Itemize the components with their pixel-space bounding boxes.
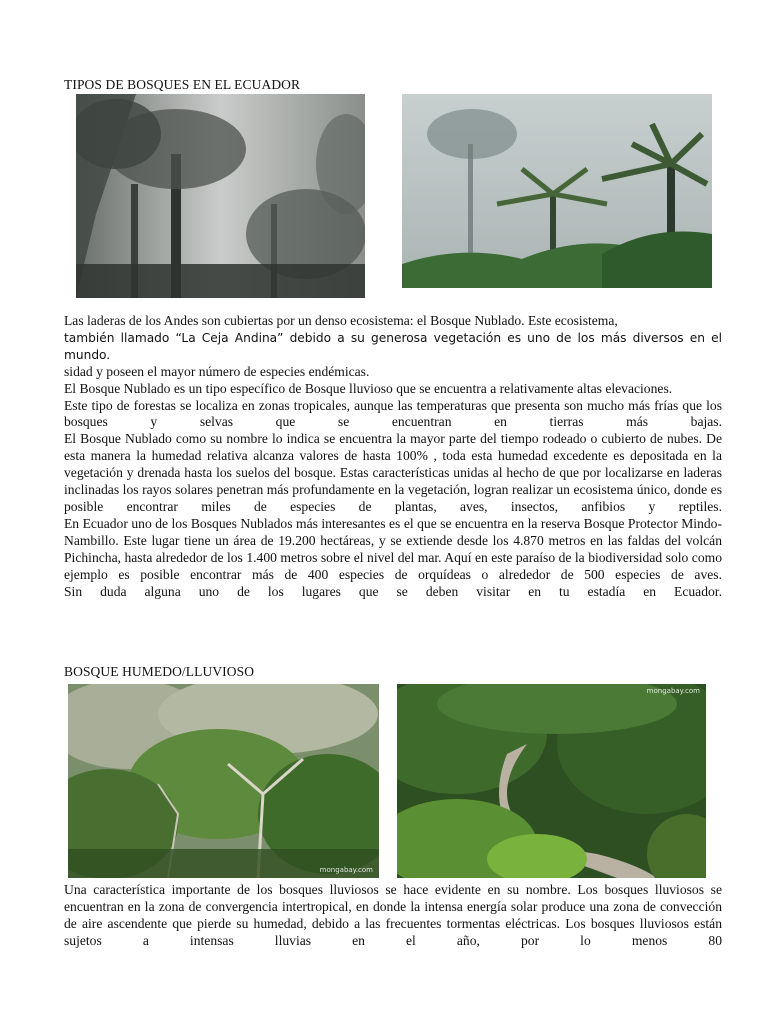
rainforest-text: [64, 882, 722, 950]
paragraph-ecuador: En Ecuador uno de los Bosques Nublados más interesantes es el que se encuentra en la reserva Bosque Protector Mindo-Nambillo. Este lugar tiene un área de 19.200 hectáreas, y se extiende desde los 4.870 metros en las faldas del volcán Pichincha, hasta alrededor de los 1.400 metros sobre el nivel del mar. Aquí en este paraíso de la biodiversidad solo como ejemplo es posible encontrar más de 400 especies de orquídeas o alrededor de 500 especies de aves.: [64, 515, 722, 582]
rainforest-river-photo: [397, 684, 706, 878]
watermark-right-photo: mongabay.com: [646, 687, 700, 695]
paragraph-ceja-andina: también llamado “La Ceja Andina” debido a su generosa vegetación es uno de los más diversos en el mundo.: [64, 330, 722, 362]
cloud-forest-text: [64, 313, 722, 600]
paragraph-bosque-especifico: El Bosque Nublado es un tipo específico de Bosque lluvioso que se encuentra a relativamente altas elevaciones.: [64, 380, 673, 396]
section-heading-humedo: BOSQUE HUMEDO/LLUVIOSO: [64, 664, 255, 679]
paragraph-tipo-forestas: Este tipo de forestas se localiza en zonas tropicales, aunque las temperaturas que presenta son mucho más frías que los bosques y selvas que se encuentran en tierras más bajas.: [64, 397, 722, 430]
paragraph-sin-duda: Sin duda alguna uno de los lugares que se deben visitar en tu estadía en Ecuador.: [64, 583, 722, 599]
paragraph-laderas: Las laderas de los Andes son cubiertas por un denso ecosistema: el Bosque Nublado. Este ecosistema,: [64, 313, 618, 328]
rainforest-canopy-photo: [68, 684, 379, 878]
cloud-forest-photo-1: [76, 94, 365, 298]
tree-fern-photo: [402, 94, 712, 288]
paragraph-bosque-nombre: El Bosque Nublado como su nombre lo indica se encuentra la mayor parte del tiempo rodeado o cubierto de nubes. De esta manera la humedad relativa alcanza valores de hasta 100% , toda esta humedad excedente es depositada en la vegetación y drenada hasta los suelos del bosque. Estas características unidas al hecho de que por localizarse en laderas inclinadas los rayos solares penetran más profundamente en la vegetación, logran realizar un ecosistema único, donde es posible encontrar miles de especies de plantas, aves, insectos, anfibios y reptiles.: [64, 431, 722, 514]
paragraph-sidad: sidad y poseen el mayor número de especies endémicas.: [64, 363, 370, 379]
watermark-left-photo: mongabay.com: [319, 866, 373, 874]
paragraph-caracteristica: Una característica importante de los bosques lluviosos se hace evidente en su nombre. Los bosques lluviosos se encuentran en la zona de convergencia intertropical, en donde la intensa energía solar produce una zona de convección de aire ascendente que pierde su humedad, debido a las frecuentes tormentas eléctricas. Los bosques lluviosos están sujetos a intensas lluvias en el año, por lo menos 80: [64, 882, 722, 948]
section-heading-tipos: TIPOS DE BOSQUES EN EL ECUADOR: [64, 77, 301, 92]
